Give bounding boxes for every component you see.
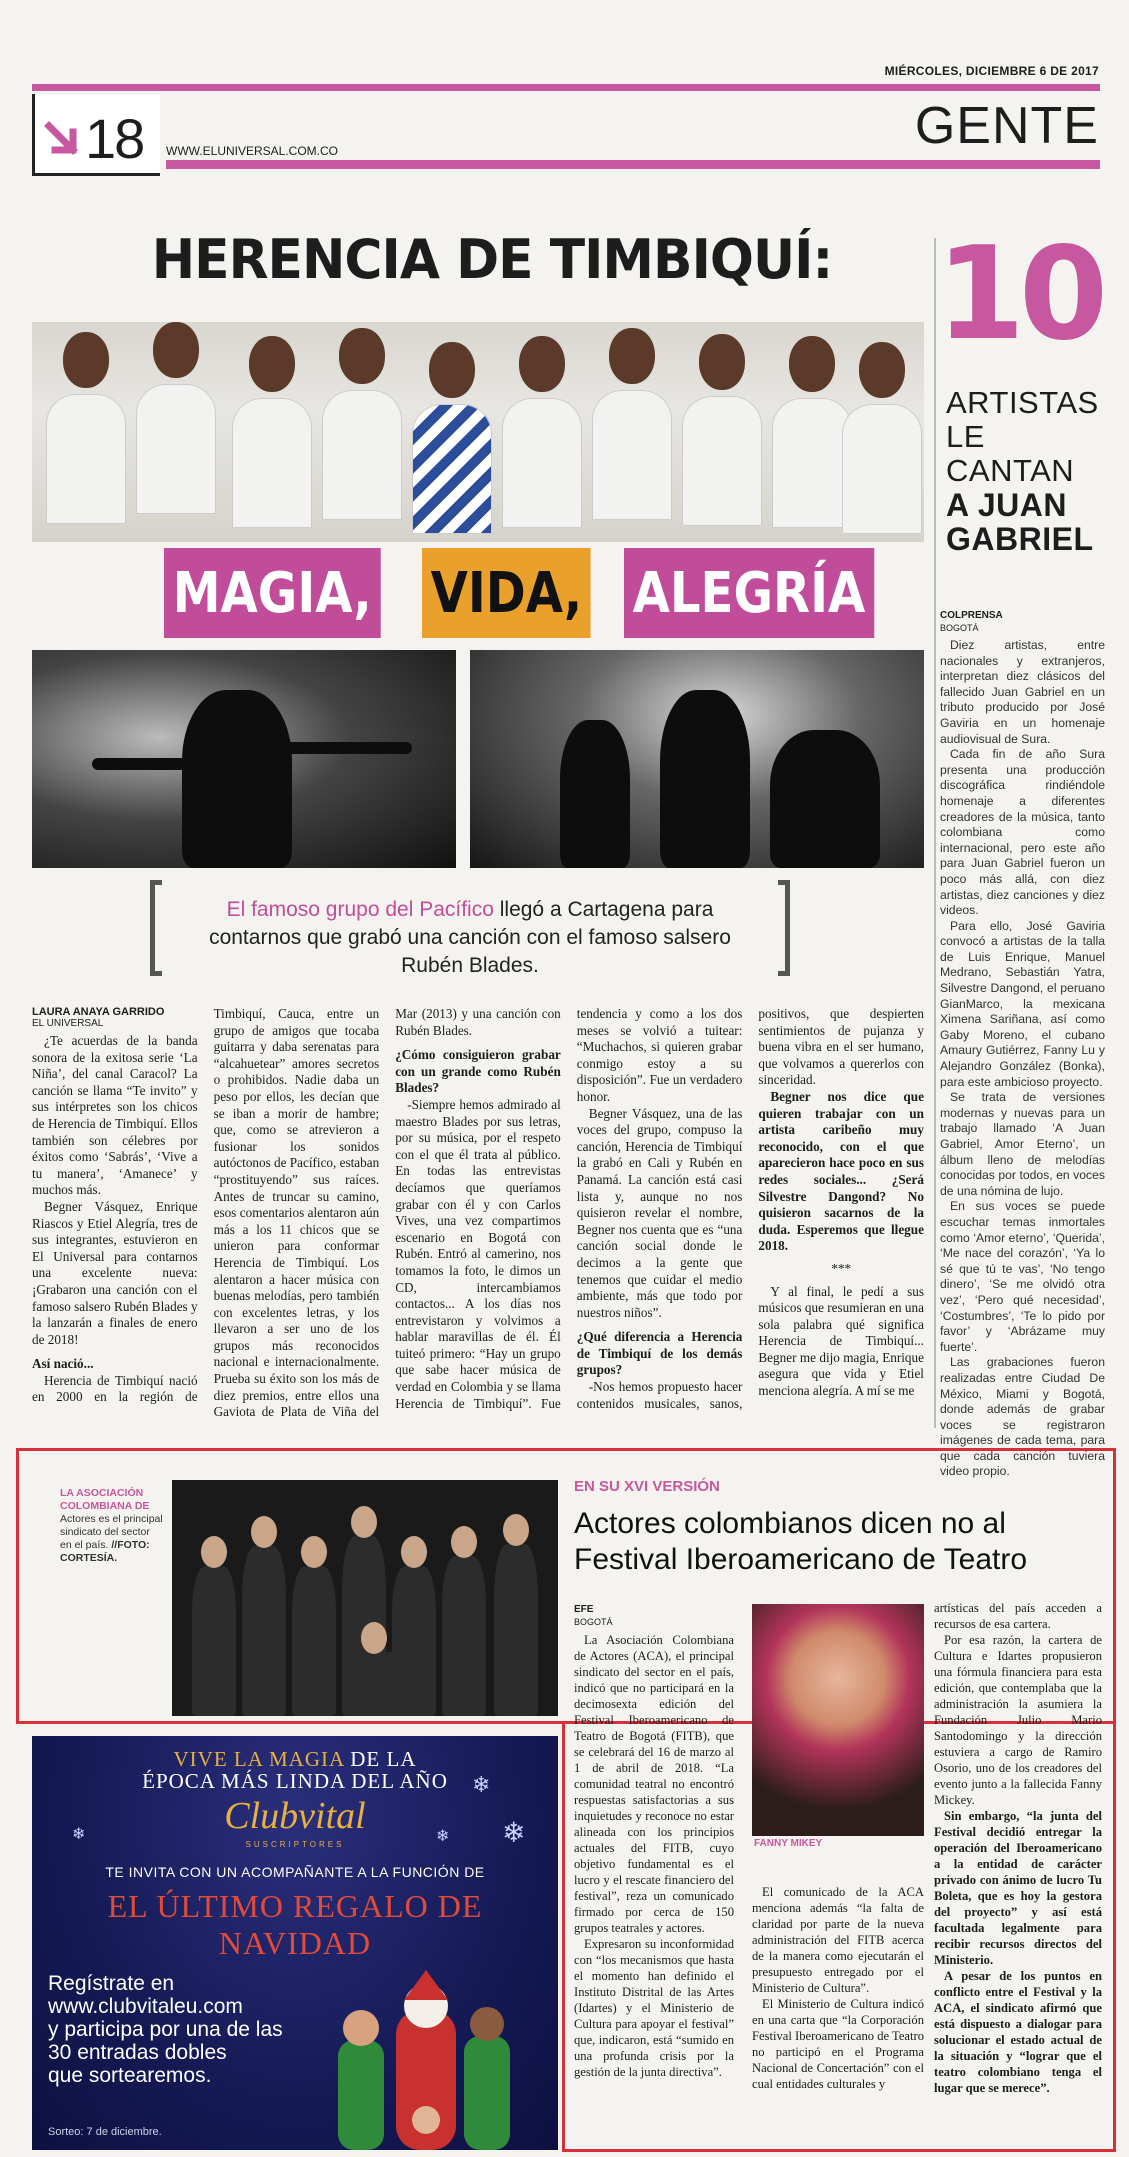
actors-photo — [172, 1480, 558, 1716]
interview-question: ¿Qué diferencia a Herencia de Timbiquí de los demás grupos? — [576, 1329, 743, 1378]
bracket-left — [150, 880, 162, 976]
article-paragraph: El comunicado de la ACA menciona además “la falta de claridad por parte de la nueva administración del FITB acerca de la manera como ejecutarán el presupuesto entregado por el Ministerio de Cultura”. — [752, 1885, 924, 1995]
ad-headline-line: ÉPOCA MÁS LINDA DEL AÑO — [142, 1769, 448, 1793]
article-paragraph: A pesar de los puntos en conflicto entre el Festival y la ACA, el sindicato afirmó que está dispuesto a dialogar para solucionar el estado actual de la situación y “lograr que el teatro colombiano tenga el lugar que se merece”. — [934, 1969, 1102, 2095]
bracket-right — [778, 880, 790, 976]
ad-register-url[interactable]: www.clubvitaleu.com — [48, 1995, 243, 2018]
article-column — [574, 1632, 734, 2080]
band-member — [322, 328, 402, 542]
sidebar-title — [946, 386, 1106, 556]
ad-register-line: y participa por una de las — [48, 2018, 283, 2041]
clubvital-logo: Clubvital — [224, 1795, 366, 1837]
sidebar-body — [940, 638, 1105, 1480]
sidebar-paragraph: Se trata de versiones modernas y nuevas para un trabajo llamado ‘A Juan Gabriel, Amor Eterno’, un álbum lleno de melodías conocidas por todos, en voces de una nómina de lujo. — [940, 1090, 1105, 1198]
banner-word-magia: MAGIA, — [164, 548, 380, 638]
band-member — [682, 334, 762, 542]
sidebar-paragraph: Para ello, José Gaviria convocó a artistas de la talla de Luis Enrique, Manuel Medrano, Sebastián Yatra, Silvestre Dangond, el peruano GianMarco, la mexicana Ximena Sariñana, así como Gaby Moreno, el cubano Amaury Gutiérrez, Fanny Lu y Alejandro González (Bonka), para este ambicioso proyecto. — [940, 918, 1105, 1089]
caption-text: Actores es el principal sindicato del sector en el país. — [60, 1513, 163, 1551]
fanny-mikey-photo — [752, 1604, 924, 1836]
band-member — [136, 322, 216, 542]
snowflake-icon: ❄ — [72, 1826, 86, 1843]
article-byline: EFE — [574, 1604, 594, 1615]
page-number: 18 — [85, 107, 144, 170]
photo-caption: FANNY MIKEY — [754, 1838, 823, 1849]
body-paragraph: ¿Te acuerdas de la banda sonora de la exitosa serie ‘La Niña’, del canal Caracol? La canción se llama “Te invito” y sus intérpretes son los chicos de Herencia de Timbiquí. Ellos también son célebres por éxitos como ‘Sabrás’, ‘Vive a tu manera’, ‘Amanece’ y muchos más. — [32, 1033, 198, 1198]
sidebar-paragraph: Cada fin de año Sura presenta una producción discográfica rindiéndole homenaje a diferentes creadores de la música, tanto colombiana como internacional, pero este año para Juan Gabriel fueron un poco más allá, con diez artistas, diez canciones y diez videos. — [940, 747, 1105, 918]
sidebar-title-line: CANTAN — [946, 453, 1075, 488]
actor-figure — [292, 1566, 336, 1716]
body-paragraph: -Siempre hemos admirado al maestro Blades por sus letras, por su música, por el respeto con el que él trata al público. En todas las entrevistas decíamos que queríamos grabar con él y con Carlos Vives, una vez compartimos escenario en Bogotá con Rubén. Entró al camerino, nos tomamos la foto, le dimos un CD, intercambiamos contactos... A los días nos entrevistaron y volvimos a hablar maravillas de él. Él tuiteó primero: “Hay un grupo que sabe hacer música de verdad en Colombia y se llama Herencia de Timbiquí”. Fue tendencia y como a los dos meses se volvió a tuitear: “Muchachos, si quieren grabar conmigo estoy a su disposición”. Fue un verdadero honor. — [395, 1006, 743, 1411]
ad-register — [48, 1972, 338, 2087]
sidebar-byline: COLPRENSA — [940, 610, 1003, 621]
body-paragraph: Begner Vásquez, Enrique Riascos y Etiel Alegría, tres de sus integrantes, estuvieron en El Universal para contarnos una excelente nueva: ¡Grabaron una canción con el famoso salsero Rubén Blades y la lanzarán a finales de enero de 2018! — [32, 1198, 198, 1347]
actor-figure — [192, 1566, 236, 1716]
band-member — [232, 336, 312, 542]
issue-date: MIÉRCOLES, DICIEMBRE 6 DE 2017 — [884, 64, 1099, 78]
snowflake-icon: ❄ — [436, 1828, 450, 1845]
actor-figure — [442, 1556, 486, 1716]
body-paragraph: Herencia de Timbiquí nació en 2000 en la región de Timbiquí, Cauca, entre un grupo de amigos que tocaba guitarra y daba serenatas para “alcahuetear” amores secretos o prohibidos. Nadie daba un peso por ellos, les decían que se iban a morir de hambre; que, como se atrevieron a fusionar los sonidos autóctonos de Pacífico, estaban “prostituyendo” sus raíces. Antes de truncar su camino, esos comentarios alentaron aún más a los 11 chicos que se unieron para conformar Herencia de Timbiquí. Los alentaron a hacer música con buenas melodías, pero también con excelentes letras, y los llevaron a ser uno de los grupos más reconocidos nacional e internacionalmente. Prueba su éxito son los más de diez premios, entre ellos una Gaviota de Plata de Viña del Mar (2013) y una canción con Rubén Blades. — [32, 1006, 561, 1420]
ad-headline-rest: DE LA — [344, 1747, 417, 1771]
snowflake-icon: ❄ — [502, 1818, 526, 1849]
article-paragraph: Sin embargo, “la junta del Festival decidió entregar la operación del Iberoamericano a la entidad de carácter privado con ánimo de lucro Tu Boleta, que es hoy la gestora del proyecto” y así está facultada legalmente para recibir recursos directos del Ministerio. — [934, 1809, 1102, 1967]
feature-body — [32, 1006, 924, 1426]
band-member — [502, 336, 582, 542]
pull-quote-rest: llegó a Cartagena para contarnos que grabó una canción con el famoso salsero Rubén Blades. — [209, 898, 731, 977]
banner-word-vida: VIDA, — [422, 548, 591, 638]
article-place: BOGOTÁ — [574, 1617, 613, 1627]
ad-register-line: que sortearemos. — [48, 2064, 212, 2087]
singer-silhouette — [182, 690, 292, 868]
page-number-box — [32, 94, 160, 176]
sidebar-title-line: ARTISTAS — [946, 385, 1099, 420]
headline-banner — [164, 548, 866, 638]
article-column — [934, 1600, 1102, 2096]
feature-headline: HERENCIA DE TIMBIQUÍ: — [151, 228, 833, 291]
sidebar-place: BOGOTÁ — [940, 623, 979, 633]
ad-headline-highlight: VIVE LA MAGIA — [173, 1747, 344, 1771]
ad-register-line: 30 entradas dobles — [48, 2041, 227, 2064]
body-paragraph: Begner Vásquez, una de las voces del grupo, compuso la canción, Herencia de Timbiquí la grabó en Cali y Rubén en Panamá. La canción está casi lista y, aunque no nos quisieron revelar el nombre, Begner nos cuenta que es “una canción social donde le decimos a la gente que tenemos que cuidar el medio ambiente, más que todo por nuestros niños”. — [576, 1105, 743, 1320]
header-rule-bottom — [166, 160, 1100, 169]
pull-quote-text — [180, 896, 760, 980]
ad-headline — [32, 1748, 558, 1792]
christmas-characters-illustration — [318, 1970, 518, 2150]
sidebar-paragraph: Diez artistas, entre nacionales y extranjeros, interpretan diez clásicos del fallecido Juan Gabriel en un tributo producido por José Gaviria en un homenaje audiovisual de Sura. — [940, 638, 1105, 746]
sidebar-title-line: LE — [946, 419, 985, 454]
article-column — [752, 1884, 924, 2092]
article-paragraph: La Asociación Colombiana de Actores (ACA), el principal sindicato del sector en el país, indicó que no participará en la decimosexta edición del Festival Iberoamericano de Teatro de Bogotá (FITB), que se celebrará del 16 de marzo al 1 de abril de 2018. “La comunidad teatral no encontró respuestas satisfactorias a sus inquietudes y reconoce no estar alineada con los principios actuales del FITB, cuyo objetivo fundamental es el lucro y el rescate financiero del festival”, reza un comunicado firmado por cerca de 150 grupos teatrales y actores. — [574, 1633, 734, 1935]
band-member — [592, 328, 672, 542]
article-paragraph: El Ministerio de Cultura indicó en una carta que “la Corporación Festival Iberoamericano de Teatro no participó en el Programa Nacional de Concertación” con el cual entidades culturales y — [752, 1997, 924, 2091]
subhead: Así nació... — [32, 1356, 94, 1372]
pull-quote-accent: El famoso grupo del Pacífico — [226, 898, 494, 921]
sidebar-number: 10 — [935, 220, 1103, 369]
body-paragraph: -Nos hemos propuesto hacer contenidos musicales, sanos, positivos, que despierten sentimientos de pujanza y buena vibra en el ser humano, que volvamos a quererlos con sinceridad. — [576, 1006, 924, 1411]
band-photo — [32, 322, 924, 542]
snowflake-icon: ❄ — [472, 1772, 491, 1797]
caption-credit: //FOTO: CORTESÍA. — [60, 1539, 150, 1564]
concert-photo-singer — [32, 650, 456, 868]
ad-invite: TE INVITA CON UN ACOMPAÑANTE A LA FUNCIÓN DE — [105, 1864, 485, 1880]
arrow-down-right-icon — [43, 120, 85, 162]
band-member — [842, 342, 922, 542]
concert-photo-band — [470, 650, 924, 868]
website-link[interactable]: WWW.ELUNIVERSAL.COM.CO — [166, 144, 339, 158]
body-paragraph: Begner nos dice que quieren trabajar con un artista caribeño muy reconocido, con el que aparecieron hace poco en sus redes sociales... ¿Será Silvestre Dangond? No quisieron sacarnos de la duda. Esperemos que llegue 2018. — [758, 1088, 924, 1254]
article-title: Actores colombianos dicen no al Festival Iberoamericano de Teatro — [574, 1507, 1028, 1576]
band-member — [772, 336, 852, 542]
body-paragraph: Y al final, le pedí a sus músicos que resumieran en una sola palabra qué significa Herencia de Timbiquí... Begner me dijo magia, Enrique asegura que vida y Etiel menciona alegría. A mí se me — [758, 1283, 924, 1399]
interview-question: ¿Cómo consiguieron grabar con un grande como Rubén Blades? — [395, 1047, 561, 1096]
photo-caption — [60, 1487, 164, 1565]
banner-word-alegria: ALEGRÍA — [624, 548, 874, 638]
sidebar-divider — [934, 238, 936, 1428]
feature-byline: LAURA ANAYA GARRIDO — [32, 1006, 165, 1018]
feature-org: EL UNIVERSAL — [32, 1018, 104, 1029]
band-member — [46, 332, 126, 542]
sidebar-paragraph: En sus voces se puede escuchar temas inmortales como ‘Amor eterno’, ‘Querida’, ‘Me nace del corazón’, ‘Ya lo sé que tú te vas’, ‘No tengo dinero’, ‘Se me olvidó otra vez’, ‘Pero qué necesidad’, ‘Costumbres’, ‘Te lo pido por favor’ y ‘Abrázame muy fuerte’. — [940, 1199, 1105, 1354]
pull-quote — [150, 880, 790, 976]
actor-figure — [494, 1544, 538, 1716]
section-break: *** — [831, 1260, 852, 1276]
header-rule — [32, 84, 1100, 91]
article-paragraph: artísticas del país acceden a recursos de esa cartera. — [934, 1601, 1102, 1631]
ad-draw-date: Sorteo: 7 de diciembre. — [48, 2126, 162, 2138]
sidebar-title-line: A JUAN — [946, 487, 1067, 523]
clubvital-advertisement[interactable] — [32, 1736, 558, 2150]
section-title: GENTE — [914, 97, 1099, 155]
actor-figure — [352, 1652, 422, 1716]
ad-register-line: Regístrate en — [48, 1972, 175, 1995]
caption-kicker: LA ASOCIACIÓN COLOMBIANA DE — [60, 1487, 150, 1512]
article-paragraph: Por esa razón, la cartera de Cultura e Idartes propusieron una fórmula financiera para esta edición, que contemplaba que la administración la asumiera la Fundación Julio Mario Santodomingo y la dirección estuviera a cargo de Ramiro Osorio, uno de los creadores del evento junto a la fallecida Fanny Mickey. — [934, 1633, 1102, 1807]
ad-show-title: EL ÚLTIMO REGALO DE NAVIDAD — [107, 1888, 483, 1961]
clubvital-logo-sub: SUSCRIPTORES — [245, 1840, 345, 1849]
article-paragraph: Expresaron su inconformidad con “los mecanismos que hasta el momento han definido el Instituto Distrital de las Artes (Idartes) y el Ministerio de Cultura para apoyar el festival” que, indicaron, está “sumido en una profunda crisis por la gestión de la junta directiva”. — [574, 1937, 734, 2079]
actor-figure — [242, 1546, 286, 1716]
band-member — [412, 342, 492, 542]
article-kicker: EN SU XVI VERSIÓN — [574, 1478, 720, 1495]
sidebar-paragraph: Las grabaciones fueron realizadas entre Ciudad De México, Miami y Bogotá, donde además de grabar voces se registraron imágenes de cada tema, para que cada canción tuviera video propio. — [940, 1355, 1105, 1479]
sidebar-title-line: GABRIEL — [946, 521, 1094, 557]
